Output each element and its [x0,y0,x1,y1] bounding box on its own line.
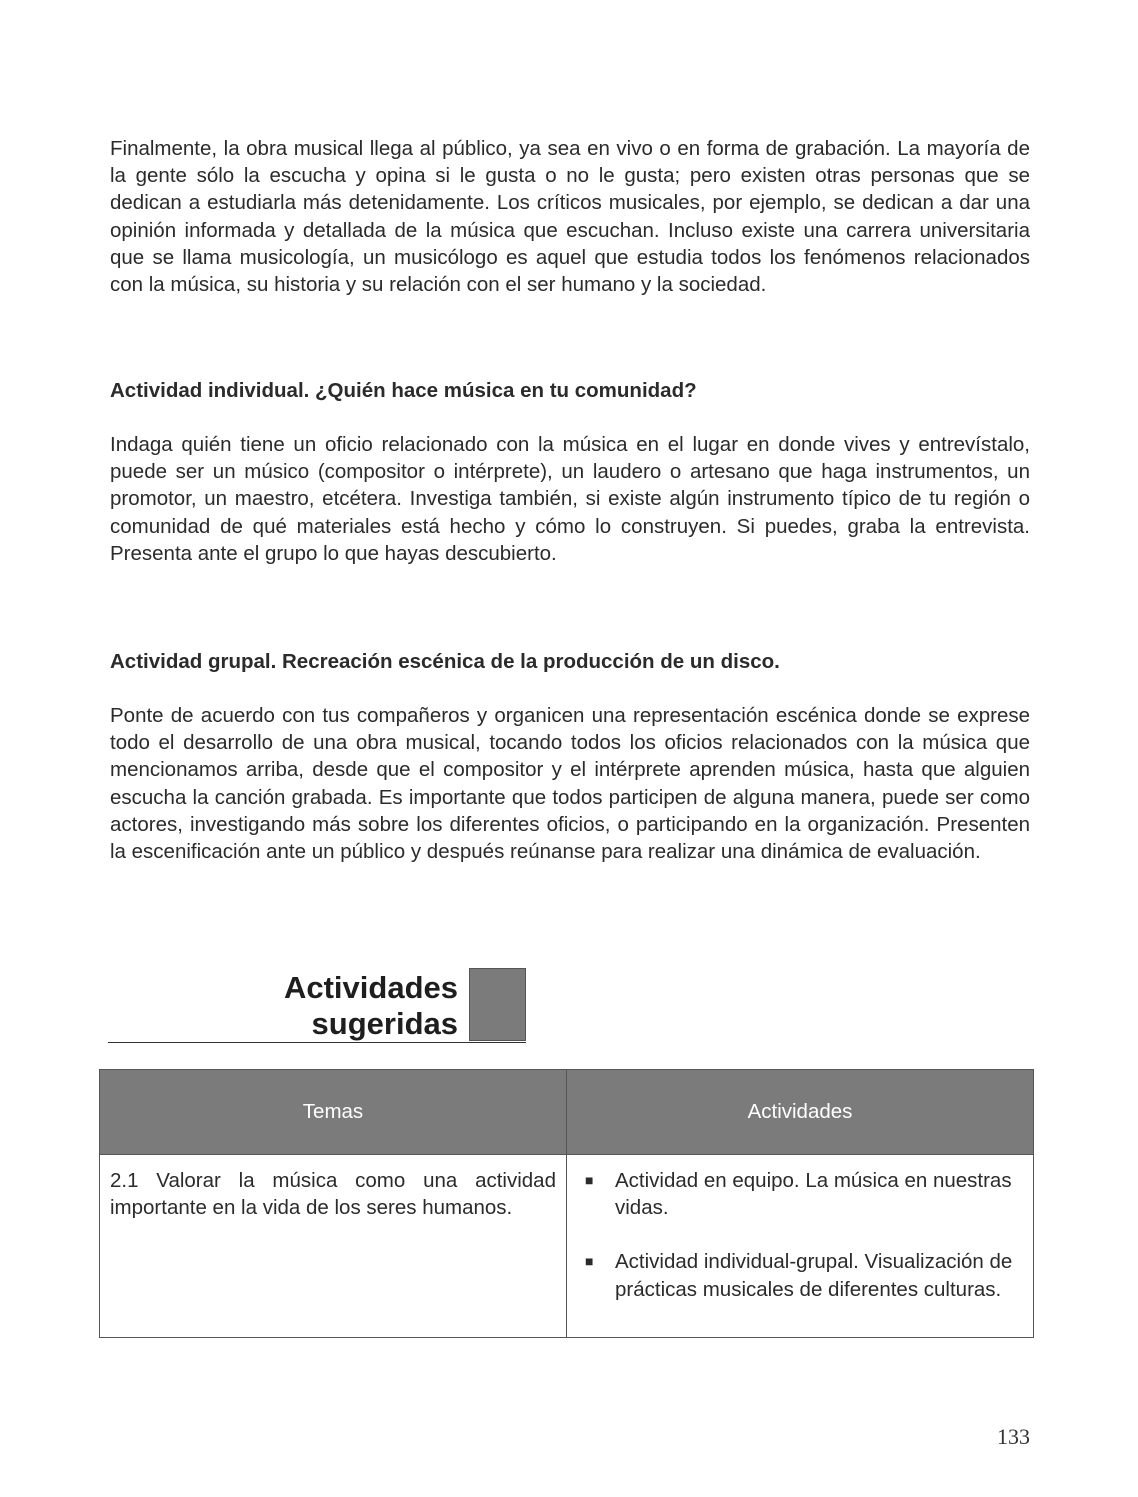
activity-text: Actividad en equipo. La música en nuestras vidas. [615,1169,1012,1220]
table-row [100,1155,1034,1338]
list-item [577,1167,1023,1221]
list-item [577,1248,1023,1302]
group-activity-paragraph: Ponte de acuerdo con tus compañeros y organicen una representación escénica donde se exprese todo el desarrollo de una obra musical, tocando todos los oficios relacionados con la música que mencionamos arriba, desde que el compositor y el intérprete aprenden música, hasta que alguien escucha la canción grabada. Es importante que todos participen de alguna manera, puede ser como actores, investigando más sobre los diferentes oficios, o participando en la organización. Presenten la escenificación ante un público y después reúnanse para realizar una dinámica de evaluación. [110,704,1030,864]
section-title: Actividades sugeridas [283,970,458,1041]
page-number: 133 [997,1424,1030,1449]
individual-activity-heading: Actividad individual. ¿Quién hace música en tu comunidad? [110,379,697,402]
activities-table [99,1069,1034,1338]
group-activity-heading: Actividad grupal. Recreación escénica de la producción de un disco. [110,650,780,673]
section-title-block [108,968,526,1043]
square-bullet-icon: ■ [585,1253,594,1270]
topic-text: 2.1 Valorar la música como una actividad importante en la vida de los seres humanos. [110,1169,556,1220]
topic-cell [100,1155,567,1338]
section-title-box [469,968,526,1041]
individual-activity-paragraph: Indaga quién tiene un oficio relacionado con la música en el lugar en donde vives y entrevístalo, puede ser un músico (compositor o intérprete), un laudero o artesano que haga instrumentos, un promotor, un maestro, etcétera. Investiga también, si existe algún instrumento típico de tu región o comunidad de qué materiales está hecho y cómo lo construyen. Si puedes, graba la entrevista. Presenta ante el grupo lo que hayas descubierto. [110,433,1030,565]
activities-list [577,1167,1023,1303]
table-header-row [100,1070,1034,1155]
activities-cell [567,1155,1034,1338]
activity-text: Actividad individual-grupal. Visualización de prácticas musicales de diferentes culturas. [615,1250,1013,1301]
column-header-actividades: Actividades [567,1070,1034,1155]
square-bullet-icon: ■ [585,1172,594,1188]
intro-paragraph: Finalmente, la obra musical llega al público, ya sea en vivo o en forma de grabación. La mayoría de la gente sólo la escucha y opina si le gusta o no le gusta; pero existen otras personas que se dedican a estudiarla más detenidamente. Los críticos musicales, por ejemplo, se dedican a dar una opinión informada y detallada de la música que escuchan. Incluso existe una carrera universitaria que se llama musicología, un musicólogo es aquel que estudia todos los fenómenos relacionados con la música, su historia y su relación con el ser humano y la sociedad. [110,137,1030,297]
column-header-temas: Temas [100,1070,567,1155]
